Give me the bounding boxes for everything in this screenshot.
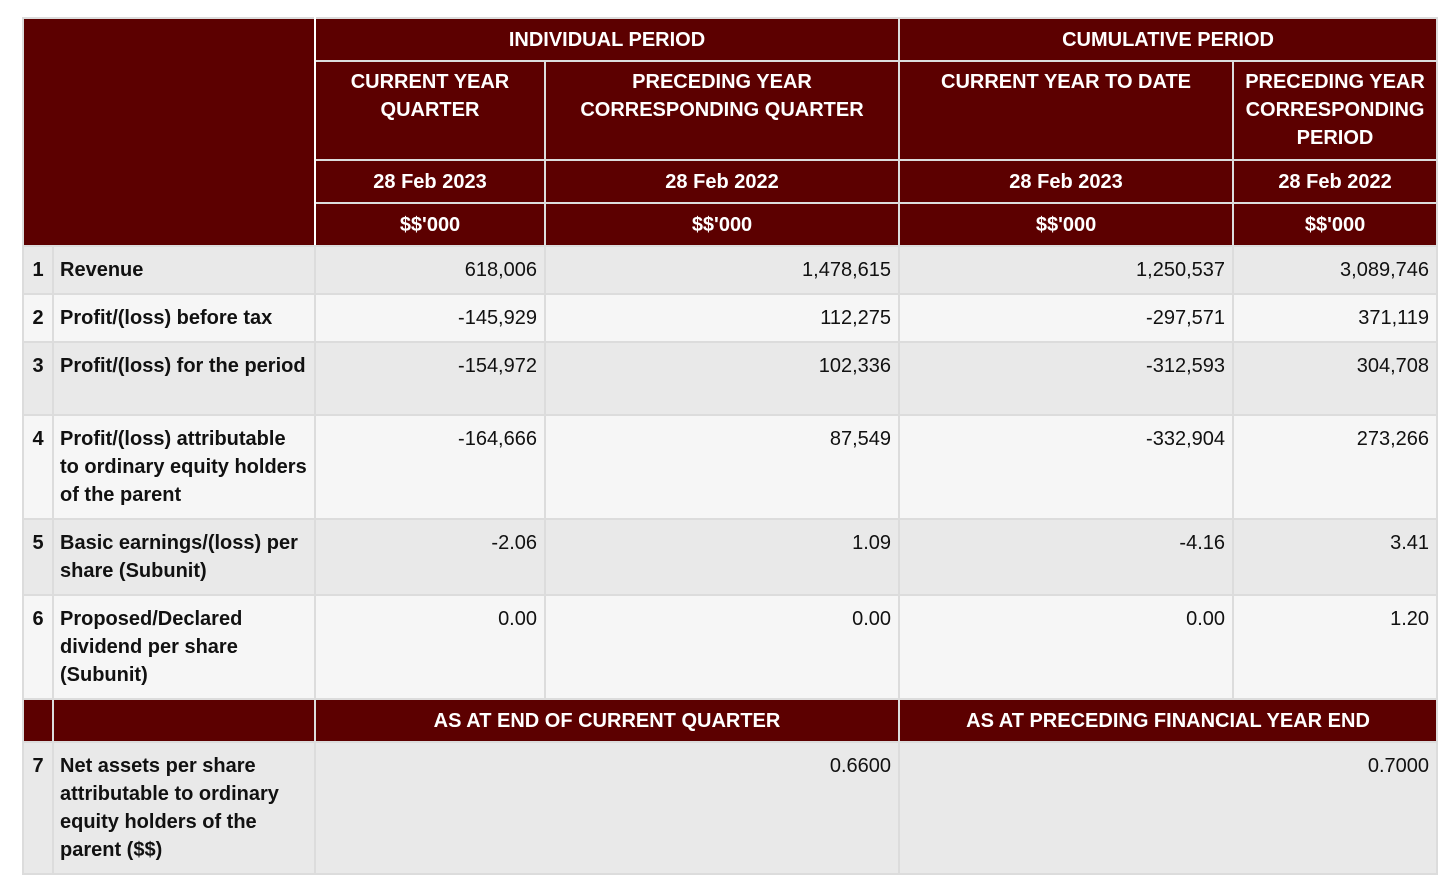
row-value: -332,904 bbox=[899, 415, 1233, 519]
mid-header-blank bbox=[23, 699, 53, 742]
row-label: Basic earnings/(loss) per share (Subunit) bbox=[53, 519, 315, 595]
row-value: -2.06 bbox=[315, 519, 545, 595]
row-value: 0.7000 bbox=[899, 742, 1437, 874]
row-number: 6 bbox=[23, 595, 53, 699]
table-row bbox=[23, 595, 1437, 699]
column-date: 28 Feb 2022 bbox=[1233, 160, 1437, 203]
header-individual-period: INDIVIDUAL PERIOD bbox=[315, 18, 899, 61]
row-label: Profit/(loss) for the period bbox=[53, 342, 315, 415]
column-unit: $$'000 bbox=[899, 203, 1233, 246]
column-unit: $$'000 bbox=[315, 203, 545, 246]
row-label: Net assets per share attributable to ordinary equity holders of the parent ($$) bbox=[53, 742, 315, 874]
table-row bbox=[23, 415, 1437, 519]
row-value: 1.09 bbox=[545, 519, 899, 595]
row-value: 0.6600 bbox=[315, 742, 899, 874]
row-label: Profit/(loss) attributable to ordinary equity holders of the parent bbox=[53, 415, 315, 519]
column-date: 28 Feb 2022 bbox=[545, 160, 899, 203]
table-row bbox=[23, 342, 1437, 415]
row-value: 0.00 bbox=[315, 595, 545, 699]
row-value: 87,549 bbox=[545, 415, 899, 519]
row-number: 7 bbox=[23, 742, 53, 874]
row-label: Profit/(loss) before tax bbox=[53, 294, 315, 342]
row-label: Proposed/Declared dividend per share (Subunit) bbox=[53, 595, 315, 699]
table-row bbox=[23, 246, 1437, 294]
row-number: 2 bbox=[23, 294, 53, 342]
row-value: 304,708 bbox=[1233, 342, 1437, 415]
table-row bbox=[23, 294, 1437, 342]
row-number: 5 bbox=[23, 519, 53, 595]
header-as-at-end-of-current-quarter: AS AT END OF CURRENT QUARTER bbox=[315, 699, 899, 742]
row-value: 1,478,615 bbox=[545, 246, 899, 294]
row-value: 371,119 bbox=[1233, 294, 1437, 342]
row-value: -297,571 bbox=[899, 294, 1233, 342]
row-value: 1.20 bbox=[1233, 595, 1437, 699]
table-row bbox=[23, 742, 1437, 874]
row-value: 102,336 bbox=[545, 342, 899, 415]
row-value: 112,275 bbox=[545, 294, 899, 342]
row-value: -164,666 bbox=[315, 415, 545, 519]
row-value: 0.00 bbox=[545, 595, 899, 699]
column-title: PRECEDING YEAR CORRESPONDING QUARTER bbox=[545, 61, 899, 160]
column-title: CURRENT YEAR TO DATE bbox=[899, 61, 1233, 160]
mid-header-blank bbox=[53, 699, 315, 742]
column-date: 28 Feb 2023 bbox=[315, 160, 545, 203]
row-value: 273,266 bbox=[1233, 415, 1437, 519]
column-title: PRECEDING YEAR CORRESPONDING PERIOD bbox=[1233, 61, 1437, 160]
row-value: -312,593 bbox=[899, 342, 1233, 415]
row-value: -4.16 bbox=[899, 519, 1233, 595]
row-value: 3.41 bbox=[1233, 519, 1437, 595]
row-value: 3,089,746 bbox=[1233, 246, 1437, 294]
row-number: 4 bbox=[23, 415, 53, 519]
row-label: Revenue bbox=[53, 246, 315, 294]
column-title: CURRENT YEAR QUARTER bbox=[315, 61, 545, 160]
header-as-at-preceding-financial-year-end: AS AT PRECEDING FINANCIAL YEAR END bbox=[899, 699, 1437, 742]
header-cumulative-period: CUMULATIVE PERIOD bbox=[899, 18, 1437, 61]
financial-summary-table bbox=[22, 17, 1438, 875]
column-unit: $$'000 bbox=[545, 203, 899, 246]
row-number: 1 bbox=[23, 246, 53, 294]
table-row bbox=[23, 519, 1437, 595]
column-unit: $$'000 bbox=[1233, 203, 1437, 246]
row-value: 0.00 bbox=[899, 595, 1233, 699]
row-value: -154,972 bbox=[315, 342, 545, 415]
column-date: 28 Feb 2023 bbox=[899, 160, 1233, 203]
header-corner bbox=[23, 18, 315, 246]
row-value: 1,250,537 bbox=[899, 246, 1233, 294]
row-value: 618,006 bbox=[315, 246, 545, 294]
row-value: -145,929 bbox=[315, 294, 545, 342]
row-number: 3 bbox=[23, 342, 53, 415]
